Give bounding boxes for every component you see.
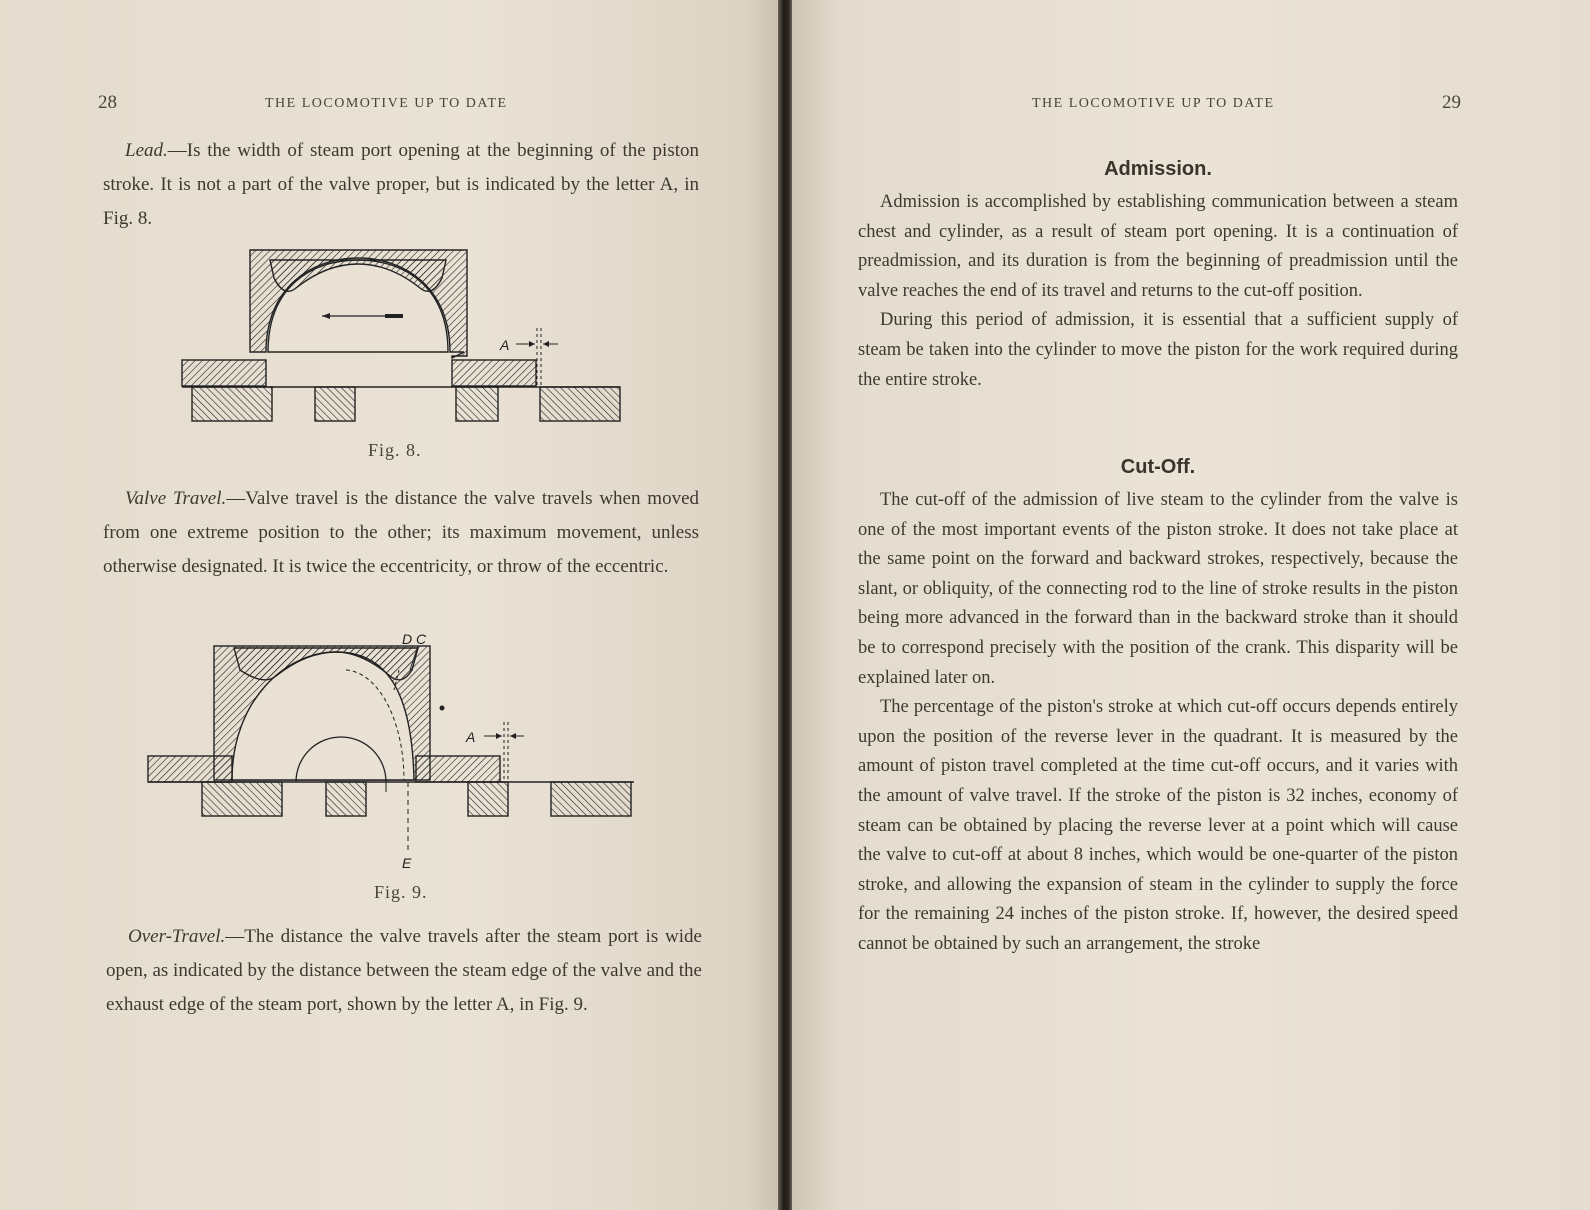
left-page	[0, 0, 782, 1210]
right-page-number: 29	[1442, 92, 1461, 113]
admission-body	[858, 188, 1458, 395]
fig9-label-a: A	[466, 729, 476, 745]
lead-term: Lead.	[125, 140, 168, 161]
figure-8-valve-diagram	[180, 248, 630, 428]
left-running-head: THE LOCOMOTIVE UP TO DATE	[265, 96, 508, 111]
fig8-seat-block-1	[192, 387, 272, 421]
fig8-left-flange	[182, 360, 266, 386]
left-page-number: 28	[98, 92, 117, 113]
fig9-label-e: E	[402, 855, 412, 871]
admission-paragraph-1: Admission is accomplished by establishing communication between a steam chest and cylinder, as a result of steam port opening. It is a continuation of preadmission, and its duration is from the beginning of preadmission until the valve reaches the end of its travel and returns to the cut-off position.	[858, 192, 1458, 301]
fig9-label-dc: D C	[402, 631, 427, 647]
cutoff-paragraph-1: The cut-off of the admission of live steam to the cylinder from the valve is one of the most important events of the piston stroke. It does not take place at the same point on the forward and backward strokes, respectively, because the slant, or obliquity, of the connecting rod to the line of stroke results in the piston being more advanced in the forward than in the backward stroke than it should be to correspond precisely with the position of the crank. This disparity will be explained later on.	[858, 490, 1458, 688]
fig9-seat-block-2	[326, 782, 366, 816]
fig9-seat-block-1	[202, 782, 282, 816]
fig9-seat-block-4	[551, 782, 631, 816]
valve-travel-text: —Valve travel is the distance the valve travels when moved from one extreme position to the other; its maximum movement, unless otherwise designated. It is twice the eccentricity, or throw of the eccentric.	[103, 488, 700, 577]
admission-paragraph-2: During this period of admission, it is essential that a sufficient supply of steam be taken into the cylinder to move the piston for the work required during the entire stroke.	[858, 310, 1458, 390]
fig8-right-flange	[452, 360, 536, 386]
over-travel-term: Over-Travel.	[128, 926, 226, 947]
cutoff-paragraph-2: The percentage of the piston's stroke at which cut-off occurs depends entirely upon the position of the reverse lever in the quadrant. It is measured by the amount of piston travel completed at the time cut-off occurs, and it varies with the amount of valve travel. If the stroke of the piston is 32 inches, economy of steam can be obtained by placing the reverse lever at a point which will cause the valve to cut-off at about 8 inches, which would be one-quarter of the piston stroke, and allowing the expansion of steam in the cylinder to supply the force for the remaining 24 inches of the piston stroke. If, however, the desired speed cannot be obtained by such an arrangement, the stroke	[858, 697, 1458, 954]
right-running-head: THE LOCOMOTIVE UP TO DATE	[1032, 96, 1275, 111]
cutoff-heading: Cut-Off.	[1120, 456, 1196, 478]
figure-9-valve-diagram	[146, 630, 646, 880]
lead-paragraph	[103, 134, 699, 236]
fig8-seat-block-4	[540, 387, 620, 421]
lead-text: —Is the width of steam port opening at the beginning of the piston stroke. It is not a part of the valve proper, but is indicated by the letter A, in Fig. 8.	[103, 140, 699, 229]
right-page	[792, 0, 1590, 1210]
fig9-caption: Fig. 9.	[374, 882, 428, 902]
fig9-right-flange	[416, 756, 500, 782]
over-travel-text: —The distance the valve travels after the steam port is wide open, as indicated by the distance between the steam edge of the valve and the exhaust edge of the steam port, shown by the letter A, in Fig. 9.	[106, 926, 702, 1015]
fig8-label-a: A	[500, 337, 510, 353]
fig9-seat-block-3	[468, 782, 508, 816]
cutoff-body	[858, 486, 1458, 960]
fig8-seat-block-3	[456, 387, 498, 421]
over-travel-paragraph	[106, 920, 702, 1022]
fig8-seat-block-2	[315, 387, 355, 421]
valve-travel-term: Valve Travel.	[125, 488, 227, 509]
admission-heading: Admission.	[1104, 158, 1212, 180]
fig8-caption: Fig. 8.	[368, 440, 422, 460]
fig9-left-flange	[148, 756, 232, 782]
valve-travel-paragraph	[103, 482, 699, 584]
